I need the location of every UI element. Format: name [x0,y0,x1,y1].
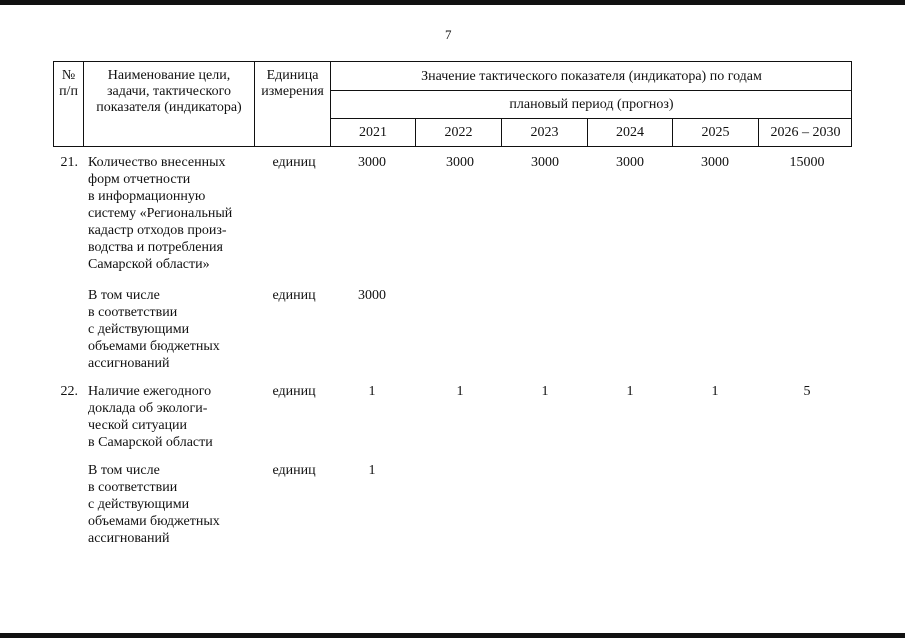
header-year-2024: 2024 [616,125,644,140]
row-value-2023: 3000 [531,155,559,170]
row-subnote: В том числе в соответствии с действующими объемами бюджетных ассигнований [88,288,220,371]
row-value-2025: 1 [711,384,719,399]
header-year-2021: 2021 [359,125,387,140]
header-year-2023: 2023 [530,125,559,140]
row-value-2021: 1 [368,384,376,399]
row-value-2024: 3000 [616,155,644,170]
top-border-rule [0,0,905,5]
row-value-2025: 3000 [701,155,729,170]
row-value-2021: 3000 [358,288,386,303]
header-year-2022: 2022 [444,125,473,140]
row-value-2026-2030: 5 [803,384,811,399]
header-values-title: Значение тактического показателя (индикатора) по годам [421,69,762,84]
row-value-2022: 1 [456,384,464,399]
row-value-2022: 3000 [446,155,474,170]
row-value-2021: 3000 [358,155,386,170]
row-name: Наличие ежегодного доклада об экологи- ческой ситуации в Самарской области [88,384,213,450]
bottom-border-rule [0,633,905,638]
page-number: 7 [445,27,452,42]
row-unit: единиц [272,155,316,170]
header-period: плановый период (прогноз) [509,97,674,112]
row-number: 21. [60,155,78,170]
header-year-2025: 2025 [701,125,730,140]
row-unit: единиц [272,384,316,399]
row-name: Количество внесенных форм отчетности в информационную систему «Региональный кадастр отходов произ- водства и потребления Самарской области» [88,155,233,272]
header-year-2026-2030: 2026 – 2030 [770,125,841,140]
row-subnote: В том числе в соответствии с действующими объемами бюджетных ассигнований [88,463,220,546]
row-value-2021: 1 [368,463,376,478]
row-unit: единиц [272,463,316,478]
header-name: Наименование цели, задачи, тактического показателя (индикатора) [96,68,242,115]
table-header [53,61,852,147]
row-value-2023: 1 [541,384,549,399]
row-value-2026-2030: 15000 [789,155,825,170]
row-value-2024: 1 [626,384,634,399]
header-num: № п/п [59,68,78,99]
row-unit: единиц [272,288,316,303]
row-number: 22. [60,384,78,399]
header-unit: Единица измерения [261,68,324,99]
